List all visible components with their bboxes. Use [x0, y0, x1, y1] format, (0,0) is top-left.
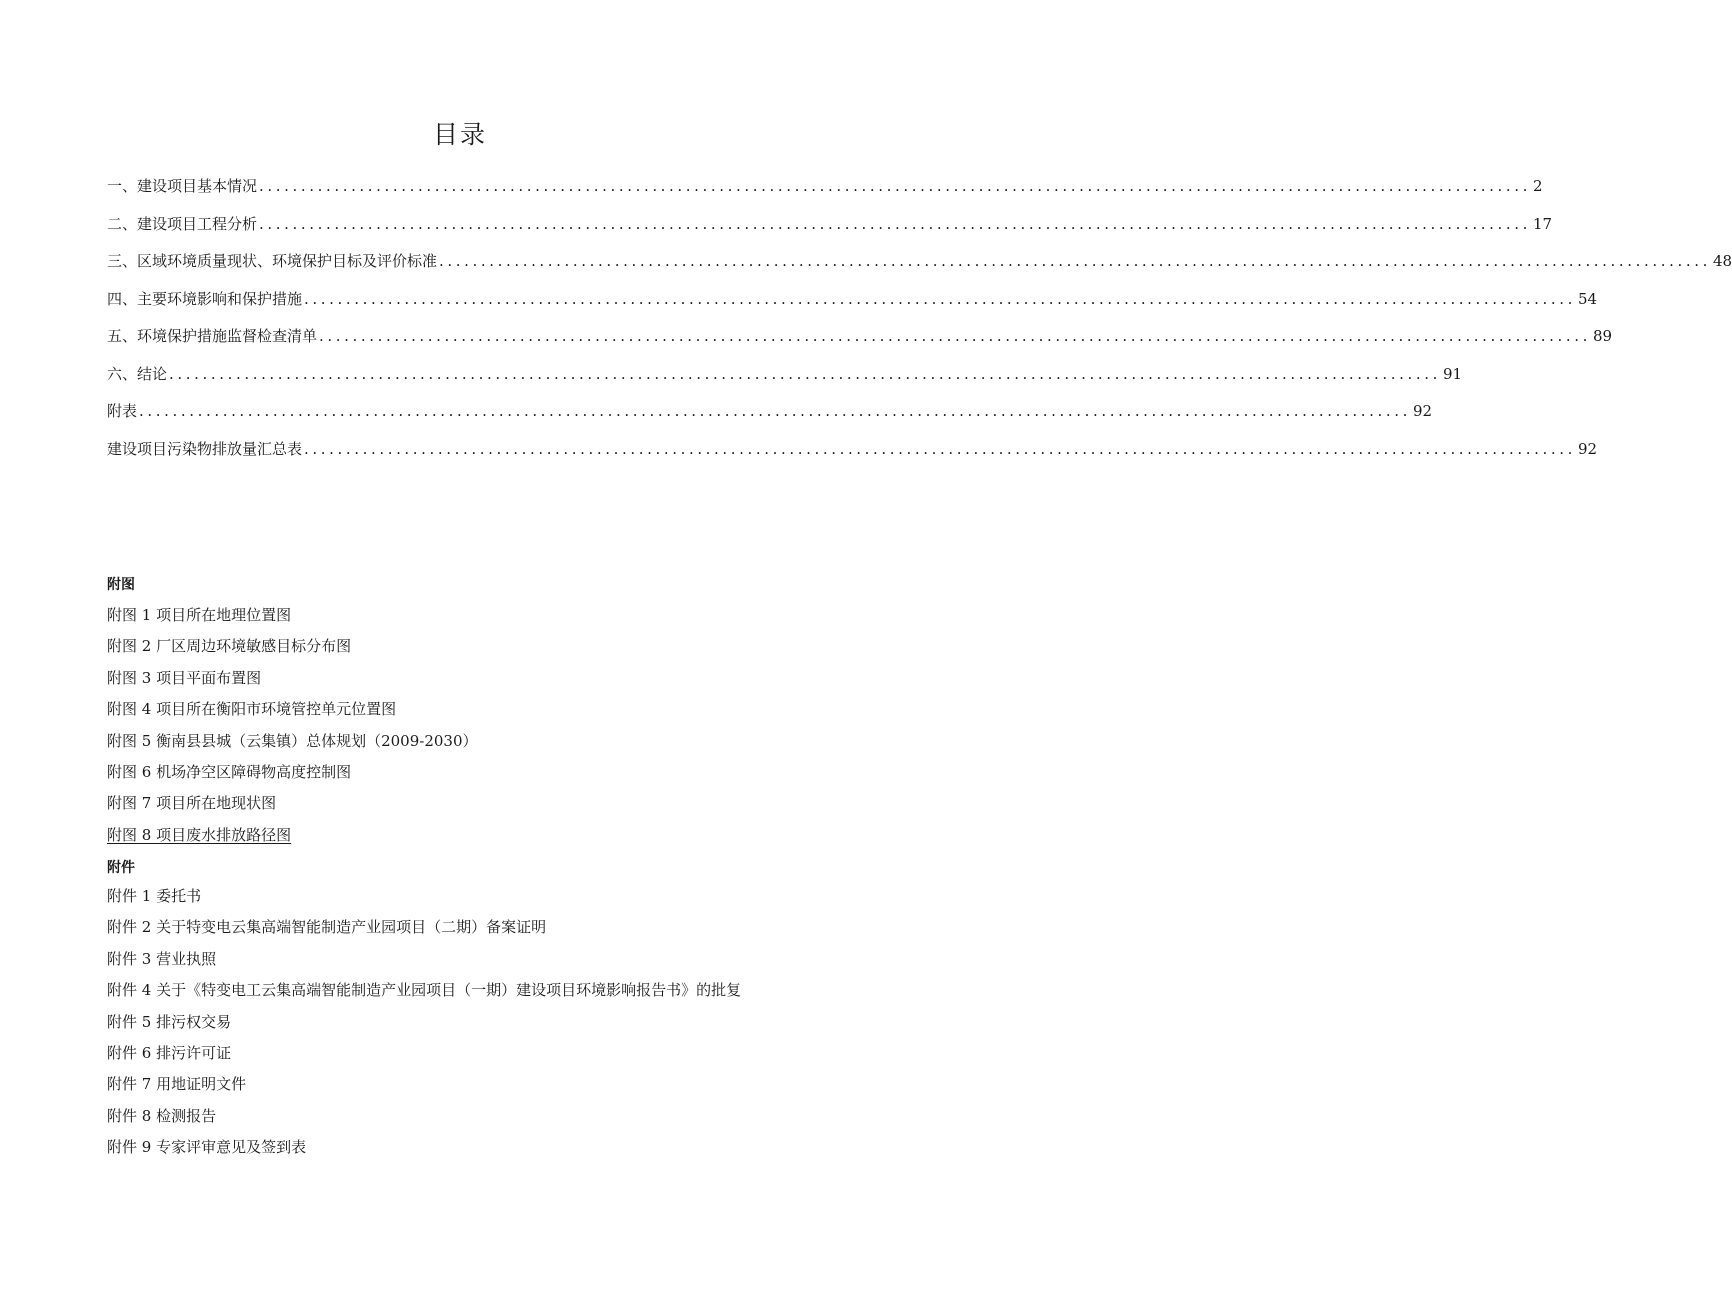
toc-entry[interactable]: [107, 322, 1613, 360]
toc-entry-label: 附表: [107, 402, 138, 420]
toc-entry-label: 五、环境保护措施监督检查清单: [107, 327, 318, 345]
toc-entry[interactable]: [107, 247, 1732, 285]
toc-entry[interactable]: [107, 285, 1598, 323]
page-title: 目录: [432, 120, 487, 149]
toc-dot-leader: ........................................................................................................................................................: [259, 214, 1531, 233]
toc-page-number: 48: [1712, 252, 1732, 270]
table-of-contents: [107, 172, 1732, 472]
figure-item: 附图 7 项目所在地现状图: [107, 794, 277, 813]
figures-heading: 附图: [107, 577, 135, 593]
toc-page-number: 92: [1412, 402, 1433, 420]
toc-dot-leader: ........................................................................................................................................................: [439, 252, 1711, 270]
toc-dot-leader: ........................................................................................................................................................: [139, 402, 1411, 420]
toc-page-number: 91: [1442, 364, 1463, 383]
figure-item-underlined: [107, 820, 807, 851]
toc-entry[interactable]: [107, 172, 1543, 210]
figure-item: 附图 3 项目平面布置图: [107, 668, 262, 687]
figure-item: 附图 4 项目所在衡阳市环境管控单元位置图: [107, 700, 397, 719]
toc-page-number: 92: [1577, 439, 1598, 458]
toc-entry-label: 四、主要环境影响和保护措施: [107, 289, 303, 308]
attachment-item: 附件 4 关于《特变电工云集高端智能制造产业园项目（一期）建设项目环境影响报告书》的批复: [107, 981, 742, 1000]
toc-dot-leader: ........................................................................................................................................................: [304, 289, 1576, 308]
toc-page-number: 89: [1592, 327, 1613, 345]
attachment-item: 附件 6 排污许可证: [107, 1043, 232, 1062]
figure-item: 附图 2 厂区周边环境敏感目标分布图: [107, 637, 352, 656]
figure-item: 附图 6 机场净空区障碍物高度控制图: [107, 762, 352, 781]
toc-dot-leader: ........................................................................................................................................................: [304, 439, 1576, 458]
toc-entry-label: 三、区域环境质量现状、环境保护目标及评价标准: [107, 252, 438, 270]
attachment-item: 附件 9 专家评审意见及签到表: [107, 1138, 307, 1157]
attachment-item: 附件 2 关于特变电云集高端智能制造产业园项目（二期）备案证明: [107, 918, 547, 937]
attachments-heading: 附件: [107, 860, 135, 876]
toc-page-number: 54: [1577, 289, 1598, 308]
toc-entry-label: 六、结论: [107, 364, 168, 383]
attachments-list: [107, 881, 807, 1164]
toc-entry-label: 建设项目污染物排放量汇总表: [107, 439, 303, 458]
toc-dot-leader: ........................................................................................................................................................: [169, 364, 1441, 383]
toc-entry-label: 一、建设项目基本情况: [107, 177, 258, 195]
attachment-item: 附件 8 检测报告: [107, 1106, 217, 1125]
figure-item-text: 附图 8 项目废水排放路径图: [107, 825, 292, 844]
attachment-item: 附件 5 排污权交易: [107, 1012, 232, 1031]
attachment-item: 附件 7 用地证明文件: [107, 1075, 247, 1094]
toc-page-number: 17: [1532, 214, 1553, 233]
toc-dot-leader: ........................................................................................................................................................: [319, 327, 1591, 345]
figure-item: 附图 1 项目所在地理位置图: [107, 606, 292, 624]
toc-entry-label: 二、建设项目工程分析: [107, 214, 258, 233]
attachment-item: 附件 3 营业执照: [107, 949, 217, 968]
toc-page-number: 2: [1532, 177, 1543, 195]
toc-entry[interactable]: [107, 397, 1433, 435]
toc-entry[interactable]: [107, 210, 1553, 248]
attachment-item: 附件 1 委托书: [107, 887, 202, 905]
figures-list: [107, 600, 807, 851]
toc-entry[interactable]: [107, 435, 1598, 473]
toc-entry[interactable]: [107, 360, 1463, 398]
figure-item: 附图 5 衡南县县城（云集镇）总体规划（2009-2030）: [107, 731, 478, 750]
toc-dot-leader: ........................................................................................................................................................: [259, 177, 1531, 195]
